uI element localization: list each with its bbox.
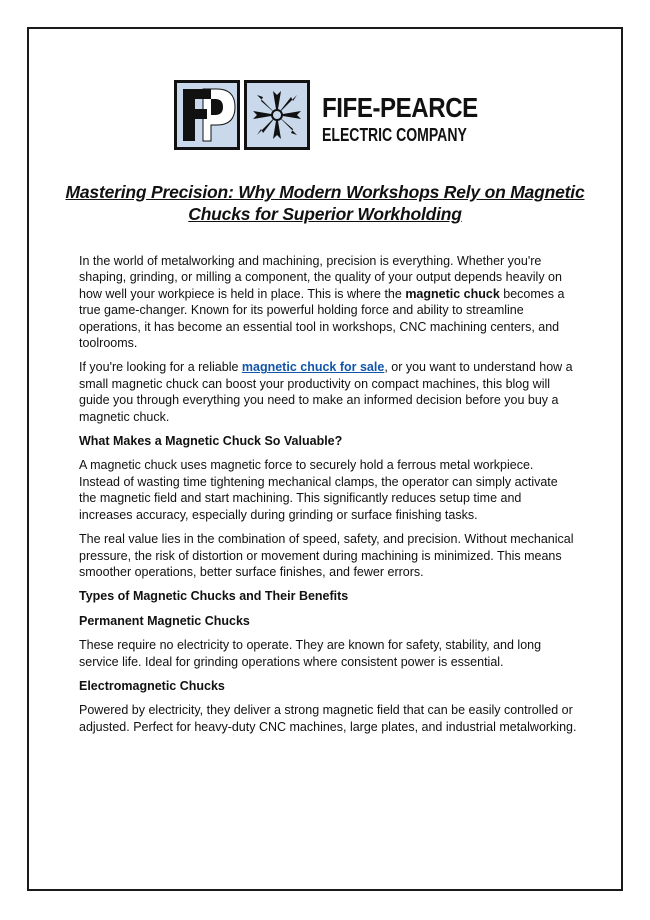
- article-title: Mastering Precision: Why Modern Workshops Rely on Magnetic Chucks for Superior Workholding: [65, 182, 585, 224]
- logo-wordmark: [322, 94, 508, 144]
- intro-paragraph-1: In the world of metalworking and machining, precision is everything. Whether you're shaping, grinding, or milling a component, the quality of your output depends heavily on how well your workpiece is held in place. This is where the magnetic chuck becomes a true game-changer. Known for its powerful holding force and ability to streamline operations, it has become an essential tool in workshops, CNC machining centers, and toolrooms.: [79, 254, 565, 351]
- valuable-paragraph-2: The real value lies in the combination of speed, safety, and precision. Without mechanical pressure, the risk of distortion or movement during machining is minimized. This means smoother operations, better surface finishes, and fewer errors.: [79, 532, 574, 579]
- company-logo: [174, 80, 478, 150]
- permanent-paragraph: These require no electricity to operate. They are known for safety, stability, and long service life. Ideal for grinding operations where consistent power is essential.: [79, 638, 542, 669]
- section-heading-valuable: What Makes a Magnetic Chuck So Valuable?: [79, 434, 343, 449]
- fp-monogram-icon: [174, 80, 240, 150]
- magnetic-chuck-bold: magnetic chuck: [405, 286, 500, 301]
- article-body: [79, 253, 577, 743]
- section-heading-types: Types of Magnetic Chucks and Their Benefits: [79, 589, 349, 604]
- electromagnetic-paragraph: Powered by electricity, they deliver a strong magnetic field that can be easily controlled or adjusted. Perfect for heavy-duty CNC machines, large plates, and industrial metalworking.: [79, 703, 577, 734]
- intro-paragraph-2: If you're looking for a reliable magnetic chuck for sale, or you want to understand how a small magnetic chuck can boost your productivity on compact machines, this blog will guide you through everything you need to make an informed decision before you buy a magnetic chuck.: [79, 360, 573, 424]
- spark-emblem-icon: [244, 80, 310, 150]
- magnetic-chuck-for-sale-link[interactable]: magnetic chuck for sale: [241, 360, 385, 375]
- subheading-electromagnetic: Electromagnetic Chucks: [79, 678, 225, 693]
- logo-company-subtitle: ELECTRIC COMPANY: [322, 125, 467, 145]
- logo-company-name: FIFE-PEARCE: [322, 92, 478, 123]
- subheading-permanent: Permanent Magnetic Chucks: [79, 613, 250, 628]
- valuable-paragraph-1: A magnetic chuck uses magnetic force to securely hold a ferrous metal workpiece. Instead of wasting time tightening mechanical clamps, the operator can simply activate the magnetic field and start machining. This significantly reduces setup time and increases accuracy, especially during grinding or surface finishing tasks.: [79, 458, 558, 522]
